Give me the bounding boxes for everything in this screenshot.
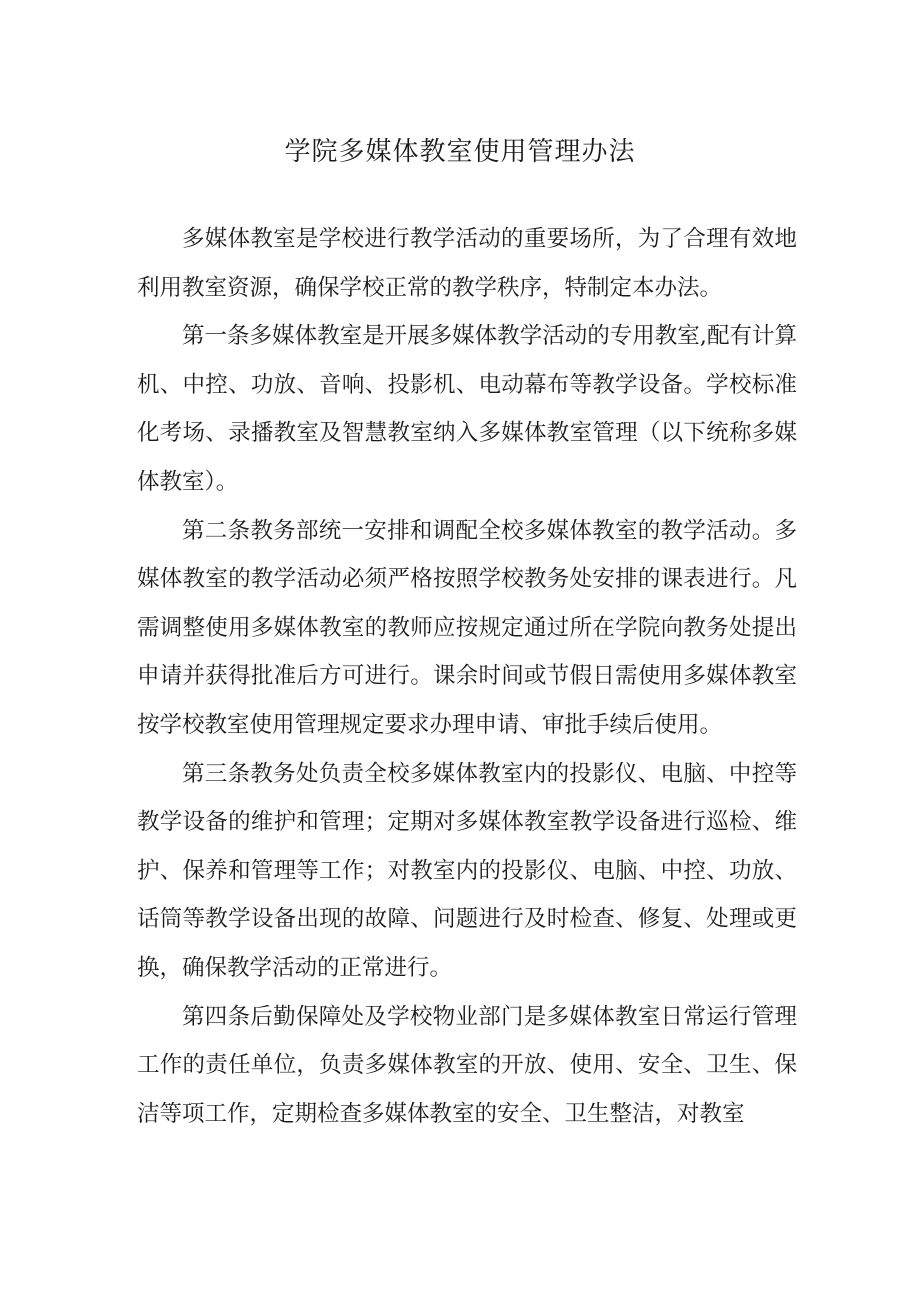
paragraph-intro: 多媒体教室是学校进行教学活动的重要场所，为了合理有效地利用教室资源，确保学校正常的教学秩序，特制定本办法。 — [137, 226, 797, 301]
paragraph-article-2: 第二条教务部统一安排和调配全校多媒体教室的教学活动。多媒体教室的教学活动必须严格按照学校教务处安排的课表进行。凡需调整使用多媒体教室的教师应按规定通过所在学院向教务处提出申请并获得批准后方可进行。课余时间或节假日需使用多媒体教室按学校教室使用管理规定要求办理申请、审批手续后使用。 — [137, 517, 797, 738]
paragraph-article-1: 第一条多媒体教室是开展多媒体教学活动的专用教室,配有计算机、中控、功放、音响、投影机、电动幕布等教学设备。学校标准化考场、录播教室及智慧教室纳入多媒体教室管理（以下统称多媒体教室）。 — [137, 323, 797, 495]
document-body — [137, 215, 797, 1138]
document-title: 学院多媒体教室使用管理办法 — [284, 137, 636, 167]
paragraph-article-3: 第三条教务处负责全校多媒体教室内的投影仪、电脑、中控等教学设备的维护和管理；定期对多媒体教室教学设备进行巡检、维护、保养和管理等工作；对教室内的投影仪、电脑、中控、功放、话筒等教学设备出现的故障、问题进行及时检查、修复、处理或更换，确保教学活动的正常进行。 — [137, 760, 797, 981]
paragraph-article-4: 第四条后勤保障处及学校物业部门是多媒体教室日常运行管理工作的责任单位，负责多媒体教室的开放、使用、安全、卫生、保洁等项工作，定期检查多媒体教室的安全、卫生整洁，对教室 — [137, 1003, 797, 1127]
